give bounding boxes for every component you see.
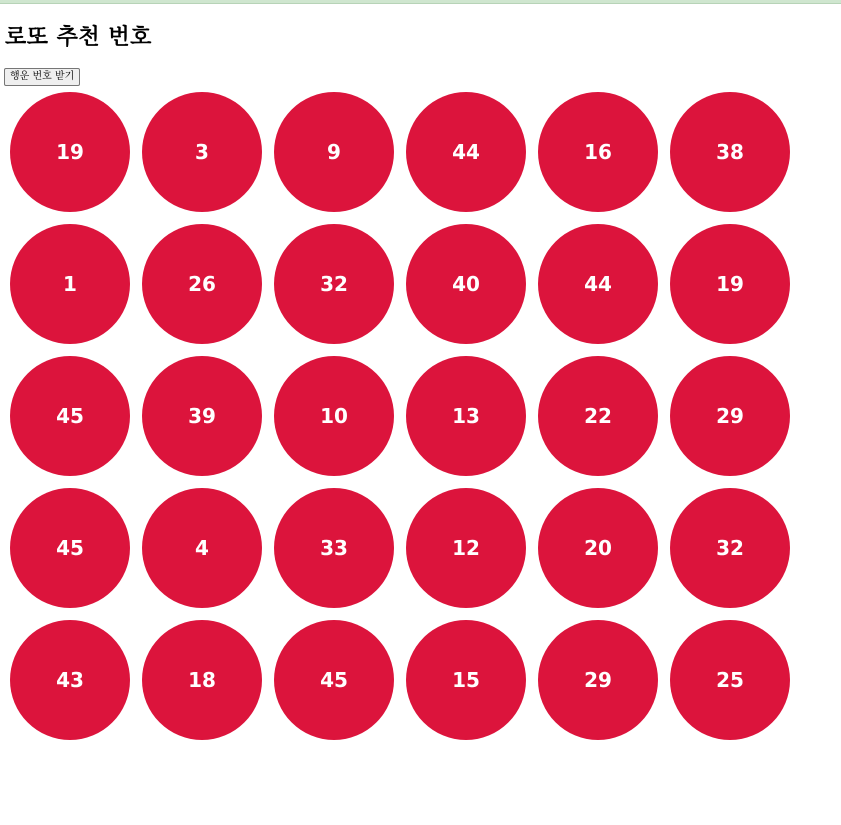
lotto-ball: 29	[670, 356, 790, 476]
lotto-ball: 44	[538, 224, 658, 344]
lotto-ball: 10	[274, 356, 394, 476]
lotto-row-2	[10, 224, 790, 344]
lotto-ball: 32	[670, 488, 790, 608]
lotto-ball: 1	[10, 224, 130, 344]
lotto-ball: 19	[670, 224, 790, 344]
lotto-ball: 45	[274, 620, 394, 740]
page-title: 로또 추천 번호	[5, 25, 152, 50]
lotto-ball: 26	[142, 224, 262, 344]
lotto-row-5	[10, 620, 790, 740]
lotto-ball: 22	[538, 356, 658, 476]
lotto-ball: 43	[10, 620, 130, 740]
lotto-ball: 45	[10, 488, 130, 608]
lotto-ball: 32	[274, 224, 394, 344]
lotto-ball: 18	[142, 620, 262, 740]
lotto-ball: 3	[142, 92, 262, 212]
lotto-ball: 45	[10, 356, 130, 476]
lotto-row-1	[10, 92, 790, 212]
lotto-ball: 20	[538, 488, 658, 608]
window-top-border	[0, 0, 841, 4]
lotto-number-grid	[10, 92, 790, 752]
lotto-ball: 38	[670, 92, 790, 212]
get-lucky-numbers-button[interactable]: 행운 번호 받기	[4, 68, 80, 86]
lotto-ball: 4	[142, 488, 262, 608]
lotto-row-3	[10, 356, 790, 476]
lotto-ball: 33	[274, 488, 394, 608]
lotto-ball: 40	[406, 224, 526, 344]
lotto-ball: 39	[142, 356, 262, 476]
lotto-ball: 25	[670, 620, 790, 740]
lotto-ball: 16	[538, 92, 658, 212]
lotto-row-4	[10, 488, 790, 608]
lotto-ball: 44	[406, 92, 526, 212]
lotto-ball: 13	[406, 356, 526, 476]
lotto-ball: 15	[406, 620, 526, 740]
lotto-ball: 19	[10, 92, 130, 212]
lotto-ball: 29	[538, 620, 658, 740]
lotto-ball: 9	[274, 92, 394, 212]
lotto-ball: 12	[406, 488, 526, 608]
